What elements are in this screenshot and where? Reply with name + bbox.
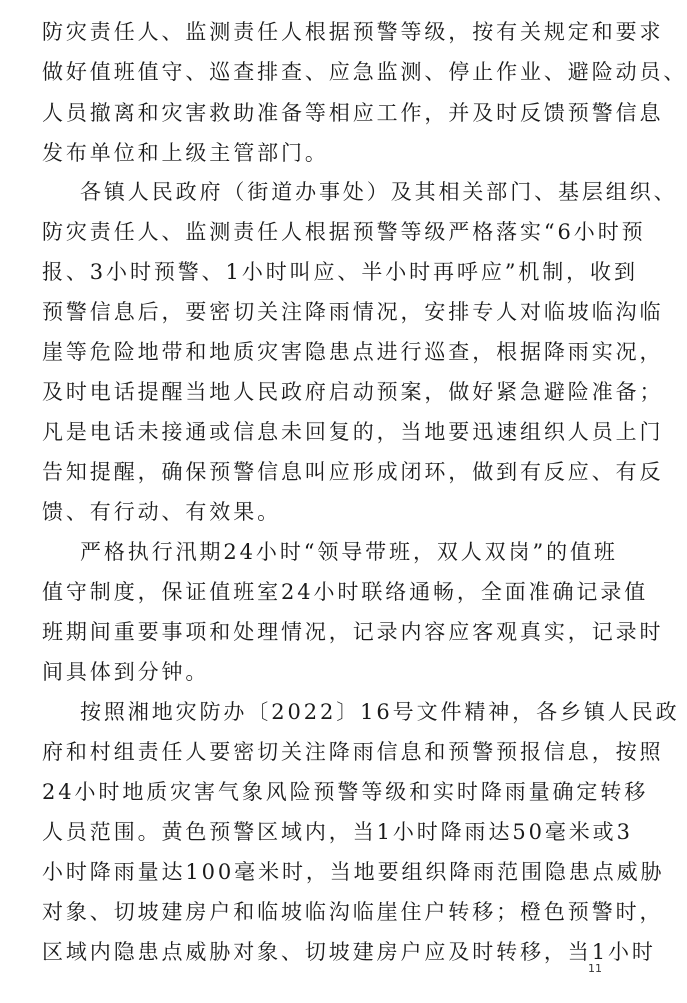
- text-line: 人员范围。黄色预警区域内，当1小时降雨达50毫米或3: [42, 820, 633, 844]
- text-line: 及时电话提醒当地人民政府启动预案，做好紧急避险准备；: [42, 380, 664, 404]
- text-line: 崖等危险地带和地质灾害隐患点进行巡查，根据降雨实况，: [42, 340, 664, 364]
- text-line: 按照湘地灾防办〔2022〕16号文件精神，各乡镇人民政: [80, 700, 680, 724]
- text-line: 值守制度，保证值班室24小时联络通畅，全面准确记录值: [42, 580, 649, 604]
- text-line: 做好值班值守、巡查排查、应急监测、停止作业、避险动员、: [42, 60, 687, 84]
- text-line: 人员撤离和灾害救助准备等相应工作，并及时反馈预警信息: [42, 101, 664, 125]
- page-number: 11: [588, 962, 602, 975]
- text-line: 防灾责任人、监测责任人根据预警等级严格落实“6小时预: [42, 220, 646, 244]
- text-line: 班期间重要事项和处理情况，记录内容应客观真实，记录时: [42, 620, 664, 644]
- text-line: 对象、切坡建房户和临坡临沟临崖住户转移；橙色预警时，: [42, 900, 664, 924]
- text-line: 发布单位和上级主管部门。: [42, 141, 329, 165]
- text-line: 间具体到分钟。: [42, 660, 210, 684]
- text-line: 防灾责任人、监测责任人根据预警等级，按有关规定和要求: [42, 20, 664, 44]
- text-line: 小时降雨量达100毫米时，当地要组织降雨范围隐患点威胁: [42, 860, 665, 884]
- text-line: 馈、有行动、有效果。: [42, 500, 281, 524]
- text-line: 24小时地质灾害气象风险预警等级和实时降雨量确定转移: [42, 780, 649, 804]
- text-line: 告知提醒，确保预警信息叫应形成闭环，做到有反应、有反: [42, 460, 664, 484]
- text-line: 各镇人民政府（街道办事处）及其相关部门、基层组织、: [80, 180, 678, 204]
- text-line: 区域内隐患点威胁对象、切坡建房户应及时转移，当1小时: [42, 940, 656, 964]
- text-line: 府和村组责任人要密切关注降雨信息和预警预报信息，按照: [42, 740, 664, 764]
- text-line: 预警信息后，要密切关注降雨情况，安排专人对临坡临沟临: [42, 300, 664, 324]
- text-line: 报、3小时预警、1小时叫应、半小时再呼应”机制，收到: [42, 260, 638, 284]
- text-line: 严格执行汛期24小时“领导带班，双人双岗”的值班: [80, 540, 618, 564]
- text-line: 凡是电话未接通或信息未回复的，当地要迅速组织人员上门: [42, 420, 664, 444]
